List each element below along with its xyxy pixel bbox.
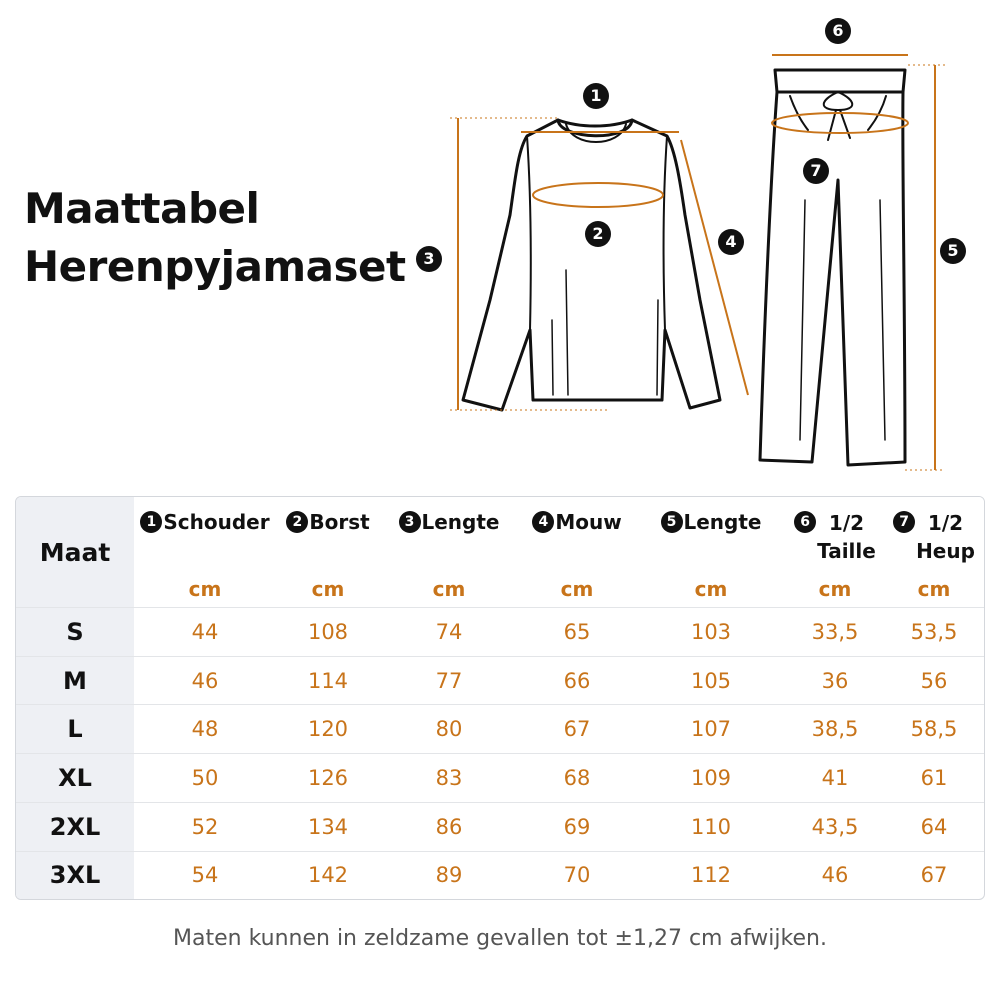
size-column-header: Maat	[16, 497, 134, 608]
table-row	[16, 608, 984, 657]
value-cell: 44	[134, 608, 276, 657]
badge-3-length: 3	[416, 246, 442, 272]
badge-5-pants-length: 5	[940, 238, 966, 264]
size-cell: XL	[16, 754, 134, 803]
badge-4-header: 4	[532, 511, 554, 533]
value-cell: 89	[435, 863, 463, 888]
header-label: Lengte	[683, 510, 762, 534]
value-cell: 83	[380, 754, 518, 803]
table-row	[16, 754, 984, 803]
value-cell: 52	[134, 802, 276, 851]
badge-7-hip: 7	[803, 158, 829, 184]
value-cell: 54	[191, 863, 219, 888]
badge-2-header: 2	[286, 511, 308, 533]
value-cell: 103	[636, 608, 786, 657]
value-cell: 58,5	[884, 705, 984, 754]
value-cell: 33,5	[786, 608, 884, 657]
value-cell: 36	[786, 656, 884, 705]
size-cell: 2XL	[16, 802, 134, 851]
table-header-row	[16, 497, 984, 608]
unit-label: cm	[311, 577, 345, 601]
value-cell: 48	[134, 705, 276, 754]
value-cell: 46	[134, 656, 276, 705]
unit-label: cm	[188, 577, 222, 601]
value-cell: 43,5	[786, 802, 884, 851]
sleeve-line	[681, 140, 748, 395]
value-cell: 108	[276, 608, 380, 657]
value-cell: 65	[518, 608, 636, 657]
header-label-2: Heup	[916, 539, 975, 563]
value-cell: 38,5	[786, 705, 884, 754]
unit-label: cm	[560, 577, 594, 601]
shirt-drawing	[463, 120, 720, 410]
value-cell: 107	[636, 705, 786, 754]
header-label: Borst	[309, 510, 370, 534]
value-cell: 112	[690, 863, 732, 888]
header-label: Mouw	[555, 510, 622, 534]
value-cell: 109	[636, 754, 786, 803]
chest-line	[533, 183, 663, 207]
column-header-sleeve	[518, 497, 636, 608]
value-cell: 68	[518, 754, 636, 803]
badge-4-sleeve: 4	[718, 229, 744, 255]
value-cell: 126	[276, 754, 380, 803]
value-cell: 41	[786, 754, 884, 803]
unit-label: cm	[694, 577, 728, 601]
badge-7-header: 7	[893, 511, 915, 533]
value-cell: 66	[518, 656, 636, 705]
value-cell: 77	[380, 656, 518, 705]
size-cell: M	[16, 656, 134, 705]
badge-1-shoulder: 1	[583, 83, 609, 109]
header-label-2: Taille	[817, 539, 876, 563]
column-header-half-hip	[884, 497, 984, 608]
value-cell: 67	[518, 705, 636, 754]
column-header-shoulder	[134, 497, 276, 608]
unit-label: cm	[917, 577, 951, 601]
column-header-pants-length	[636, 497, 786, 608]
header-label: Schouder	[163, 510, 270, 534]
value-cell: 105	[636, 656, 786, 705]
badge-6-waist: 6	[825, 18, 851, 44]
value-cell: 56	[884, 656, 984, 705]
title-line-2-text: Herenpyjamaset	[24, 242, 406, 291]
size-table	[15, 496, 985, 900]
column-header-shirt-length	[380, 497, 518, 608]
size-cell: L	[16, 705, 134, 754]
value-cell: 64	[884, 802, 984, 851]
value-cell: 70	[563, 863, 591, 888]
title-line-1: Maattabel	[24, 184, 260, 233]
value-cell: 46	[821, 863, 849, 888]
value-cell: 114	[276, 656, 380, 705]
badge-3-header: 3	[399, 511, 421, 533]
value-cell: 61	[884, 754, 984, 803]
header-label: Lengte	[421, 510, 500, 534]
header-label: 1/2	[927, 511, 964, 535]
value-cell: 74	[380, 608, 518, 657]
badge-6-header: 6	[794, 511, 816, 533]
badge-1-header: 1	[140, 511, 162, 533]
value-cell: 50	[134, 754, 276, 803]
header-label: 1/2	[828, 511, 865, 535]
tolerance-note: Maten kunnen in zeldzame gevallen tot ±1,27 cm afwijken.	[173, 926, 827, 951]
table-row	[16, 656, 984, 705]
value-cell: 67	[920, 863, 948, 888]
value-cell: 69	[518, 802, 636, 851]
unit-label: cm	[818, 577, 852, 601]
value-cell: 134	[276, 802, 380, 851]
size-cell: S	[16, 608, 134, 657]
value-cell: 80	[380, 705, 518, 754]
column-header-chest	[276, 497, 380, 608]
value-cell: 120	[276, 705, 380, 754]
hip-line	[772, 113, 908, 133]
pants-drawing	[760, 70, 905, 465]
badge-5-header: 5	[661, 511, 683, 533]
unit-label: cm	[432, 577, 466, 601]
table-row	[16, 802, 984, 851]
pajama-illustration	[0, 0, 1000, 490]
table-row	[16, 851, 984, 899]
table-row	[16, 705, 984, 754]
value-cell: 53,5	[884, 608, 984, 657]
value-cell: 142	[307, 863, 349, 888]
size-cell: 3XL	[16, 851, 134, 899]
value-cell: 86	[380, 802, 518, 851]
badge-2-chest: 2	[585, 221, 611, 247]
value-cell: 110	[636, 802, 786, 851]
column-header-half-waist	[786, 497, 884, 608]
